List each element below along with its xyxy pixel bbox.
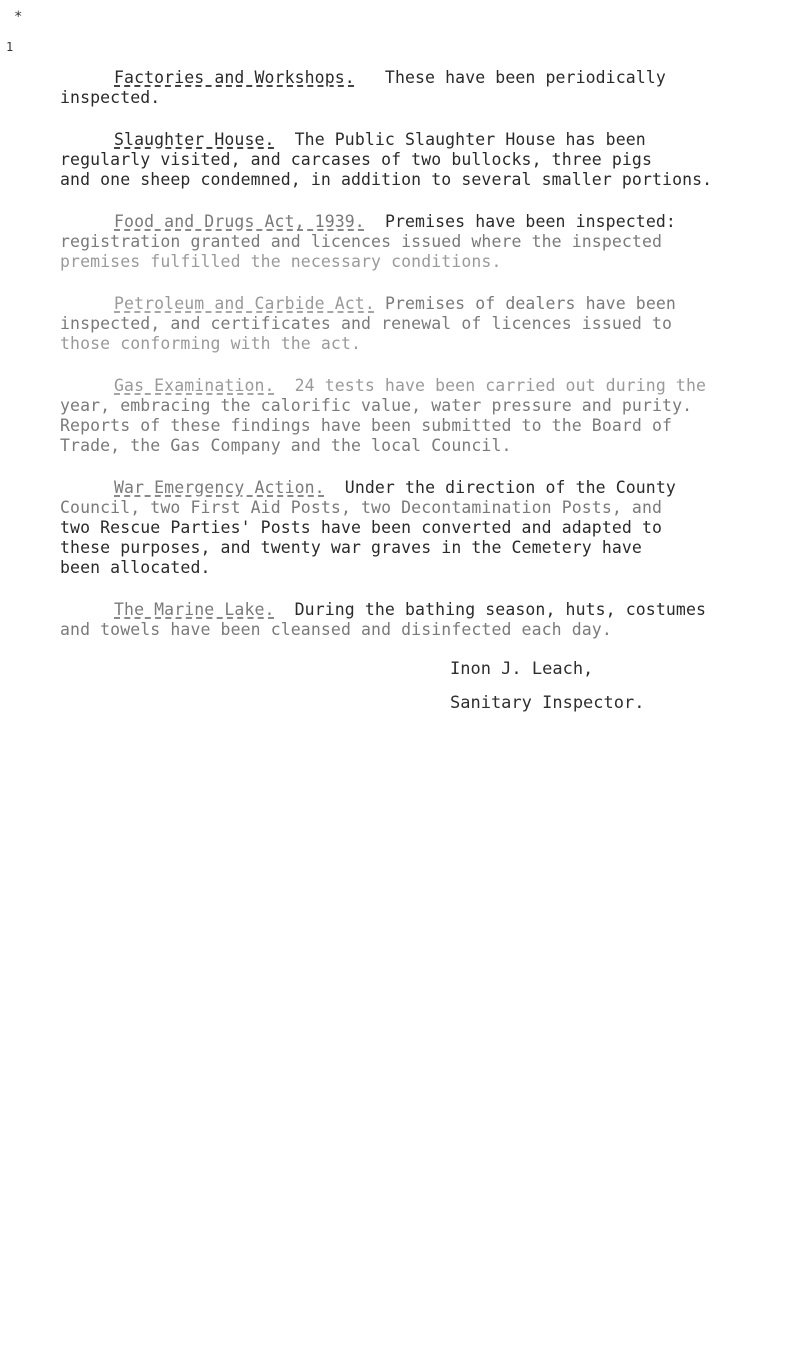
paragraph-line [60,68,780,88]
signature-name: Inon J. Leach, [450,659,594,679]
factories-line1: These have been periodically [384,68,666,87]
petroleum-line2: inspected, and certificates and renewal of licences issued to [60,314,673,333]
paragraph-line [60,600,780,620]
heading-war-emergency: War Emergency Action. [114,478,325,497]
paragraph-line [60,478,780,498]
paragraph-marine-lake [60,600,780,640]
paragraph-factories [60,68,780,108]
gas-line3: Reports of these findings have been submitted to the Board of [60,416,673,435]
margin-number-mark: 1 [6,40,14,54]
food-drugs-line1: Premises have been inspected: [384,212,676,231]
war-line5: been allocated. [60,558,211,577]
heading-gas: Gas Examination. [114,376,275,395]
signature-block [450,652,644,720]
war-line3: two Rescue Parties' Posts have been converted and adapted to [60,518,663,537]
slaughter-line2: regularly visited, and carcases of two bullocks, three pigs [60,150,652,169]
war-line4: these purposes, and twenty war graves in the Cemetery have [60,538,642,557]
gas-line2: year, embracing the calorific value, water pressure and purity. [60,396,693,415]
margin-star-mark: * [14,9,23,25]
signature-title: Sanitary Inspector. [450,693,645,713]
gas-line1: 24 tests have been carried out during the [294,376,707,395]
food-drugs-line3: premises fulfilled the necessary conditions. [60,252,502,271]
petroleum-line1: Premises of dealers have been [384,294,676,313]
petroleum-line3: those conforming with the act. [60,334,362,353]
slaughter-line3: and one sheep condemned, in addition to several smaller portions. [60,170,713,189]
heading-petroleum: Petroleum and Carbide Act. [114,294,375,313]
paragraph-line [60,376,780,396]
paragraph-war-emergency [60,478,780,578]
heading-factories: Factories and Workshops. [114,68,355,87]
paragraph-line [60,130,780,150]
paragraph-gas [60,376,780,456]
heading-slaughter-house: Slaughter House. [114,130,275,149]
report-page [60,68,780,662]
gas-line4: Trade, the Gas Company and the local Council. [60,436,512,455]
paragraph-line [60,294,780,314]
paragraph-line [60,212,780,232]
marine-line1: During the bathing season, huts, costumes [294,600,707,619]
factories-line2: inspected. [60,88,161,107]
paragraph-slaughter-house [60,130,780,190]
war-line1: Under the direction of the County [344,478,676,497]
war-line2: Council, two First Aid Posts, two Decontamination Posts, and [60,498,663,517]
marine-line2: and towels have been cleansed and disinfected each day. [60,620,612,639]
paragraph-petroleum [60,294,780,354]
slaughter-line1: The Public Slaughter House has been [294,130,646,149]
food-drugs-line2: registration granted and licences issued where the inspected [60,232,663,251]
heading-food-drugs: Food and Drugs Act, 1939. [114,212,365,231]
paragraph-food-drugs [60,212,780,272]
heading-marine-lake: The Marine Lake. [114,600,275,619]
